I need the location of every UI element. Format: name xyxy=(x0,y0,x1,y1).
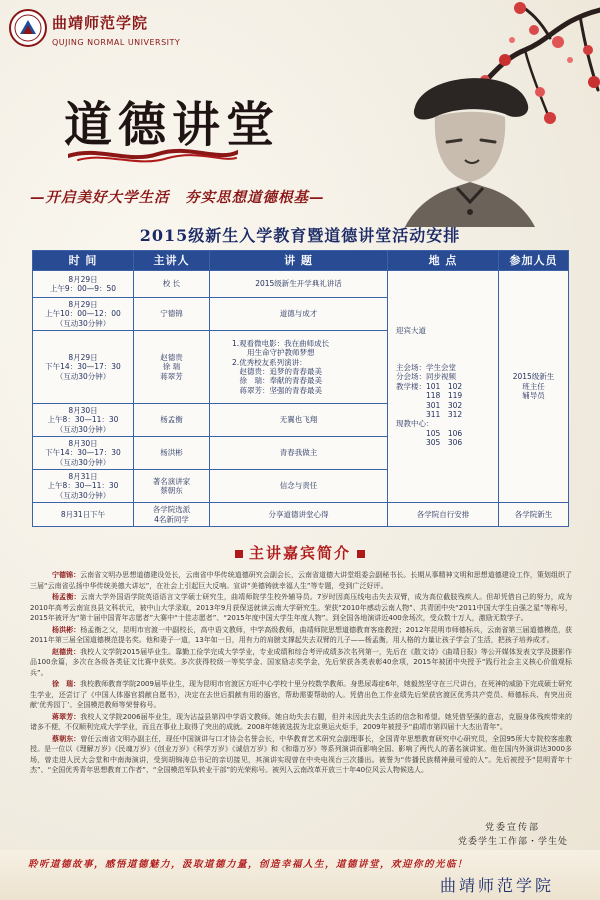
cell-time: 8月31日 上午8：30—11：30 （互动30分钟） xyxy=(33,470,134,503)
heading-bar-left xyxy=(235,550,243,558)
bio-paragraph xyxy=(30,734,572,776)
cell-time: 8月29日 上午10：00—12：00 （互动30分钟） xyxy=(33,298,134,331)
bio-text: 我校人文学院2015届毕业生。靠勤工俭学完成大学学业，专业成绩和综合考评成绩多次名列第一，先后在《散文诗》《曲靖日报》等公开媒体发表文学及摄影作品100余篇，多次在各级各类征文比赛中获奖。多次获得校级一等奖学金、国家励志奖学金，先后荣获各类表彰40余项，2015年被团中央授予“践行社会主义核心价值观标兵”。 xyxy=(30,647,572,677)
cell-place-merged: 迎宾大道 主会场：学生会堂 分会场：同步视频 教学楼：101 102 118 119 301 302 311 312 现教中心： 105 106 305 306 xyxy=(388,271,499,503)
bio-paragraph xyxy=(30,679,572,711)
speaker-bios xyxy=(30,570,572,777)
cell-topic: 2015级新生开学典礼讲话 xyxy=(210,271,388,298)
cell-time: 8月29日 上午9：00—9：50 xyxy=(33,271,134,298)
portrait-illustration xyxy=(395,62,545,227)
cell-speaker: 各学院选派 4名新同学 xyxy=(134,503,210,527)
schedule-table xyxy=(32,250,569,527)
bio-text: 杨孟衡之父，昆明市官渡一中副校长，高中语文教师，中学高级教师，曲靖师院思想道德教育客座教授；2012年昆明市师德标兵，云南省第三届道德模范，获2011年第三届全国道德模范提名奖。他和妻子一道，13年如一日，用有力的肩膀支撑起失去双臂的儿子——杨孟衡，用人格的力量让孩子学会了生活，把孩子培养成才。 xyxy=(30,625,573,644)
footer-slogan: 聆听道德故事，感悟道德魅力，汲取道德力量，创造幸福人生，道德讲堂，欢迎你的光临！ xyxy=(28,859,469,870)
footer-university-name: 曲靖师范学院 xyxy=(440,876,555,895)
table-header-row xyxy=(33,251,569,271)
cell-speaker: 宁德锦 xyxy=(134,298,210,331)
cell-topic: 青春我做主 xyxy=(210,437,388,470)
bio-text: 曾任云南省文明办副主任，现任中国演讲与口才协会名誉会长，中华教育艺术研究会副理事长，全国青年思想教育研究中心研究员，全国95所大专院校客座教授。是一位以《理解万岁》《民魂万岁》《创业万岁》《科学万岁》《诚信万岁》和《和谐万岁》等系列演讲而影响全国、影响了两代人的著名演讲家。他在国内外演讲达3000多场，曾走进人民大会堂和中南海演讲，受到胡锦涛总书记的亲切接见，其演讲实现曾在中央电视台三次播出。被誉为“传播民族精神最可爱的人”。先后被授予“昆明青年十杰”、“全国优秀青年思想教育工作者”、“全国模范军队转业干部”的光荣称号。被列入云南改革开放三十年40位风云人物候选人。 xyxy=(30,734,573,774)
signature-student-affairs: 党委学生工作部・学生处 xyxy=(457,837,568,847)
col-header-speaker: 主讲人 xyxy=(134,251,210,271)
cell-topic: 道德与成才 xyxy=(210,298,388,331)
speaker-intro-title: 主讲嘉宾简介 xyxy=(248,544,351,562)
bio-text: 我校教师教育学院2009届毕业生，现为昆明市官渡区方旺中心学校十里分校数学教师。身患尿毒症6年，她毅然坚守在三尺讲台，在死神的威胁下完成硕士研究生学业，还尝订了《中国人体器官捐献自愿书》，决定在去世后捐献有用的器官，帮助需要帮助的人。凭借出色工作业绩先后荣获官渡区优秀共产党员、师德标兵、有突出贡献‘优秀园丁’、全国模范教师等荣誉称号。 xyxy=(30,680,572,709)
bio-paragraph xyxy=(30,592,572,624)
bio-paragraph xyxy=(30,647,572,679)
col-header-place: 地 点 xyxy=(388,251,499,271)
cell-time: 8月31日下午 xyxy=(33,503,134,527)
bio-name: 蒋翠芳： xyxy=(52,712,81,721)
col-header-topic: 讲 题 xyxy=(210,251,388,271)
university-name-cn: 曲靖师范学院 xyxy=(52,14,149,32)
signature-publicity-dept: 党委宣传部 xyxy=(484,823,540,833)
cell-speaker: 赵德贵 徐 瑞 蒋翠芳 xyxy=(134,331,210,404)
bio-text: 云南大学外国语学院英语语言文学硕士研究生，曲靖师院学生校外辅导员。7岁时因高压线电击失去双臂，成为高位截肢残疾人。但却凭借自己的努力，成为2010年高考云南宣良县文科状元，被中山大学录取，2013年9月获保送就读云南大学研究生。荣获“2010年感动云南人物”、共青团中央“2011中国大学生自强之星”等称号，2015年被评为“第十届中国青年志愿者”大赛中“十佳志愿者”、“2015年度中国大学生年度人物”。到全国各地演讲近400余场次，受众数十万人，激励无数学子。 xyxy=(30,593,573,622)
heading-bar-right xyxy=(357,550,365,558)
cell-time: 8月29日 下午14：30—17：30 （互动30分钟） xyxy=(33,331,134,404)
slogan: —开启美好大学生活 夯实思想道德根基— xyxy=(30,189,325,206)
schedule-title: 2015级新生入学教育暨道德讲堂活动安排 xyxy=(139,226,461,245)
col-header-attendees: 参加人员 xyxy=(499,251,569,271)
table-row xyxy=(33,271,569,298)
university-logo-icon xyxy=(8,8,48,48)
bio-name: 杨洪彬： xyxy=(52,625,81,634)
cell-time: 8月30日 下午14：30—17：30 （互动30分钟） xyxy=(33,437,134,470)
cell-topic: 分享道德讲堂心得 xyxy=(210,503,388,527)
cell-attendees: 各学院新生 xyxy=(499,503,569,527)
cell-time: 8月30日 上午8：30—11：30 （互动30分钟） xyxy=(33,404,134,437)
bio-name: 宁德锦： xyxy=(52,571,81,579)
cell-topic: 1.观看微电影：我在曲师成长 用生命守护教师梦想 2.优秀校友系列演讲： 赵德贵：追梦的青春最美 徐 瑞：奉献的青春最美 蒋翠芳：坚强的青春最美 xyxy=(210,331,388,404)
bio-text: 云南省文明办思想道德建设处长，云南省中华传统道德研究会副会长，云南省道德大讲堂组委会副秘书长。长期从事精神文明和思想道德建设工作，策划组织了三届“云南省弘扬中华传统美德大讲坛”，在社会上引起巨大反响。宣讲“美德铸就幸福人生”等专题，受到广泛好评。 xyxy=(30,571,573,590)
cell-attendees-merged: 2015级新生 班主任 辅导员 xyxy=(499,271,569,503)
bio-paragraph xyxy=(30,712,572,733)
cell-speaker: 杨洪彬 xyxy=(134,437,210,470)
bio-name: 赵德贵： xyxy=(52,647,81,656)
cell-speaker: 杨孟衡 xyxy=(134,404,210,437)
bio-paragraph xyxy=(30,570,572,591)
cell-speaker: 校 长 xyxy=(134,271,210,298)
bio-paragraph xyxy=(30,625,572,646)
ribbon-decoration xyxy=(68,144,238,166)
cell-speaker: 著名演讲家 蔡朝东 xyxy=(134,470,210,503)
cell-place: 各学院自行安排 xyxy=(388,503,499,527)
bio-name: 杨孟衡： xyxy=(52,593,81,601)
cell-topic: 无翼也飞翔 xyxy=(210,404,388,437)
bio-name: 蔡朝东： xyxy=(52,734,81,743)
bio-text: 我校人文学院2006届毕业生，现为沾益县第四中学语文教师。她自幼失去右腿，但并未因此失去生活的信念和希望。她凭借坚强的意志，克服身体残疾带来的诸多不便，不仅顺利完成大学学业，而且在事业上取得了突出的成就。2008年她被选拔为北京奥运火炬手，2009年被授予“曲靖市第四届十大杰出青年”。 xyxy=(30,712,573,731)
table-row xyxy=(33,503,569,527)
cell-topic: 信念与责任 xyxy=(210,470,388,503)
speaker-intro-heading xyxy=(0,542,600,563)
col-header-time: 时 间 xyxy=(33,251,134,271)
university-name-en: QUJING NORMAL UNIVERSITY xyxy=(52,38,181,47)
lecture-hall-title: 道德讲堂 xyxy=(64,97,281,153)
bio-name: 徐 瑞： xyxy=(52,680,81,688)
